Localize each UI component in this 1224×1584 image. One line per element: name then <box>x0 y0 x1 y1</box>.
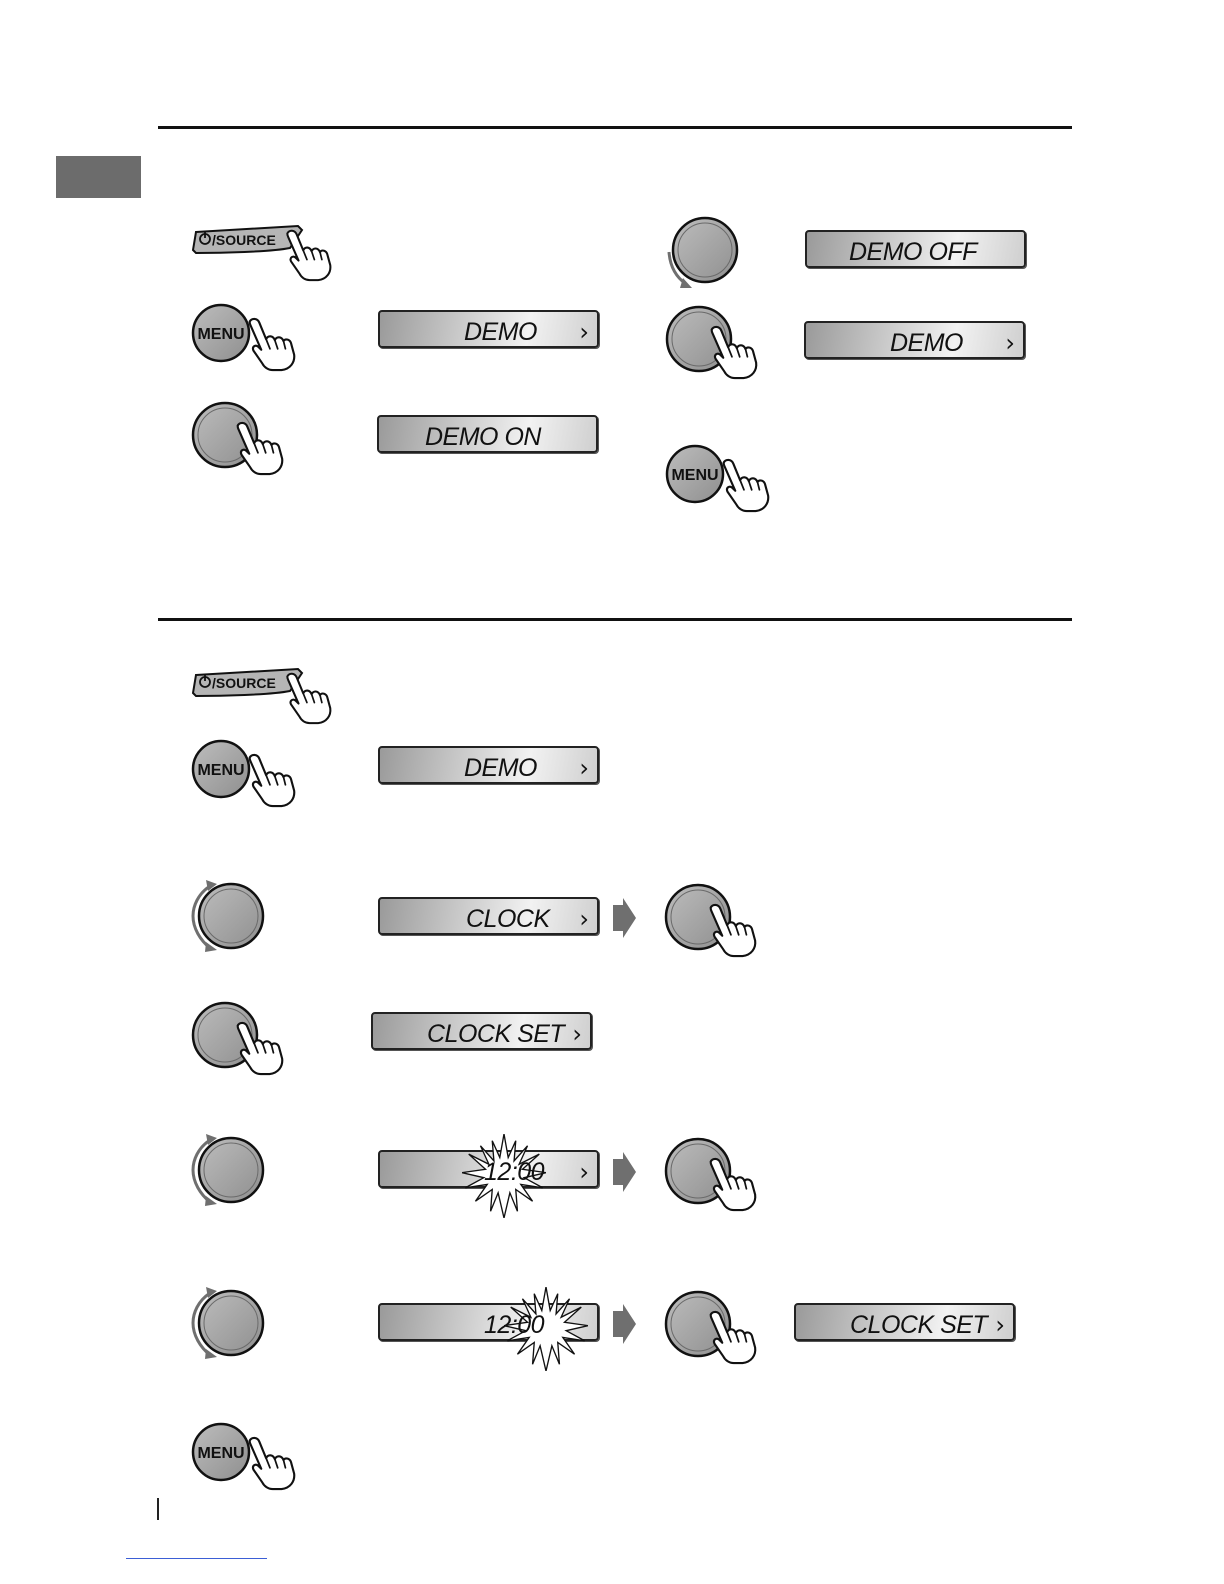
control-dial-icon <box>188 1283 268 1363</box>
chevron-right-icon: › <box>995 1311 1005 1339</box>
control-dial-icon <box>190 1000 290 1080</box>
control-dial-press-clock[interactable] <box>663 882 763 962</box>
next-step-arrow-icon <box>611 1151 637 1193</box>
display-clock-text: CLOCK <box>466 905 550 933</box>
pressing-hand-icon <box>250 319 295 370</box>
display-demo-on <box>377 415 598 453</box>
menu-button-icon <box>190 1421 305 1521</box>
menu-button-label: MENU <box>671 467 719 484</box>
next-step-arrow <box>611 1303 637 1345</box>
display-demo-clock <box>378 746 599 784</box>
control-dial-press-minute[interactable] <box>663 1289 763 1369</box>
control-dial-icon <box>663 1289 763 1369</box>
menu-button-icon <box>664 443 779 543</box>
display-demo-off-text: DEMO OFF <box>849 238 977 266</box>
source-button-label: /SOURCE <box>212 675 276 691</box>
menu-button-exit[interactable] <box>190 1421 305 1521</box>
control-dial-rotate-minute[interactable] <box>188 1283 268 1363</box>
display-time-minute <box>378 1303 599 1341</box>
control-dial-icon <box>190 400 290 480</box>
next-step-arrow-icon <box>611 897 637 939</box>
display-demo-on-text: DEMO ON <box>425 423 541 451</box>
section-tab-marker <box>56 156 141 198</box>
control-dial-rotate[interactable] <box>662 214 742 294</box>
pressing-hand-icon <box>250 1438 295 1489</box>
control-dial-icon <box>663 1136 763 1216</box>
source-button[interactable] <box>190 222 340 284</box>
display-clock <box>378 897 599 935</box>
control-dial-icon <box>664 304 764 384</box>
menu-button-icon <box>190 302 305 402</box>
display-clock-set-text: CLOCK SET <box>427 1020 565 1048</box>
source-button-label: /SOURCE <box>212 232 276 248</box>
footer-link-underline <box>126 1558 267 1559</box>
display-demo-off <box>805 230 1026 268</box>
display-demo-text: DEMO <box>464 318 537 346</box>
control-dial-icon <box>663 882 763 962</box>
control-dial-icon <box>662 214 742 294</box>
section-divider-demo <box>158 126 1072 129</box>
control-dial-press-clock-set[interactable] <box>190 1000 290 1080</box>
chevron-right-icon: › <box>579 1158 589 1186</box>
display-demo-right-text: DEMO <box>890 329 963 357</box>
power-source-button-icon <box>190 665 340 727</box>
display-clock-set-final-text: CLOCK SET <box>850 1311 988 1339</box>
control-dial-press[interactable] <box>190 400 290 480</box>
menu-button-label: MENU <box>197 762 245 779</box>
next-step-arrow <box>611 1151 637 1193</box>
chevron-right-icon: › <box>579 754 589 782</box>
control-dial-rotate-hour[interactable] <box>188 1130 268 1210</box>
next-step-arrow <box>611 897 637 939</box>
next-step-arrow-icon <box>611 1303 637 1345</box>
menu-button-icon <box>190 738 305 838</box>
control-dial-icon <box>188 876 268 956</box>
menu-button-right[interactable] <box>664 443 779 543</box>
power-source-button-icon <box>190 222 340 284</box>
display-demo <box>378 310 599 348</box>
chevron-right-icon: › <box>1005 329 1015 357</box>
display-clock-set-final <box>794 1303 1015 1341</box>
pressing-hand-icon <box>724 460 769 511</box>
source-button-clock[interactable] <box>190 665 340 727</box>
chevron-right-icon: › <box>572 1020 582 1048</box>
control-dial-press-right[interactable] <box>664 304 764 384</box>
display-demo-right <box>804 321 1025 359</box>
menu-button[interactable] <box>190 302 305 402</box>
chevron-right-icon: › <box>579 318 589 346</box>
control-dial-press-hour[interactable] <box>663 1136 763 1216</box>
display-time-hour <box>378 1150 599 1188</box>
pressing-hand-icon <box>250 755 295 806</box>
menu-button-clock[interactable] <box>190 738 305 838</box>
control-dial-icon <box>188 1130 268 1210</box>
display-demo-clock-text: DEMO <box>464 754 537 782</box>
section-divider-clock <box>158 618 1072 621</box>
menu-button-label: MENU <box>197 326 245 343</box>
control-dial-rotate-clock[interactable] <box>188 876 268 956</box>
page-footer-mark <box>157 1498 159 1520</box>
time-hour-text: 12:00 <box>484 1158 545 1186</box>
menu-button-label: MENU <box>197 1445 245 1462</box>
chevron-right-icon: › <box>579 905 589 933</box>
time-minute-text: 12:00 <box>484 1311 545 1339</box>
display-clock-set <box>371 1012 592 1050</box>
